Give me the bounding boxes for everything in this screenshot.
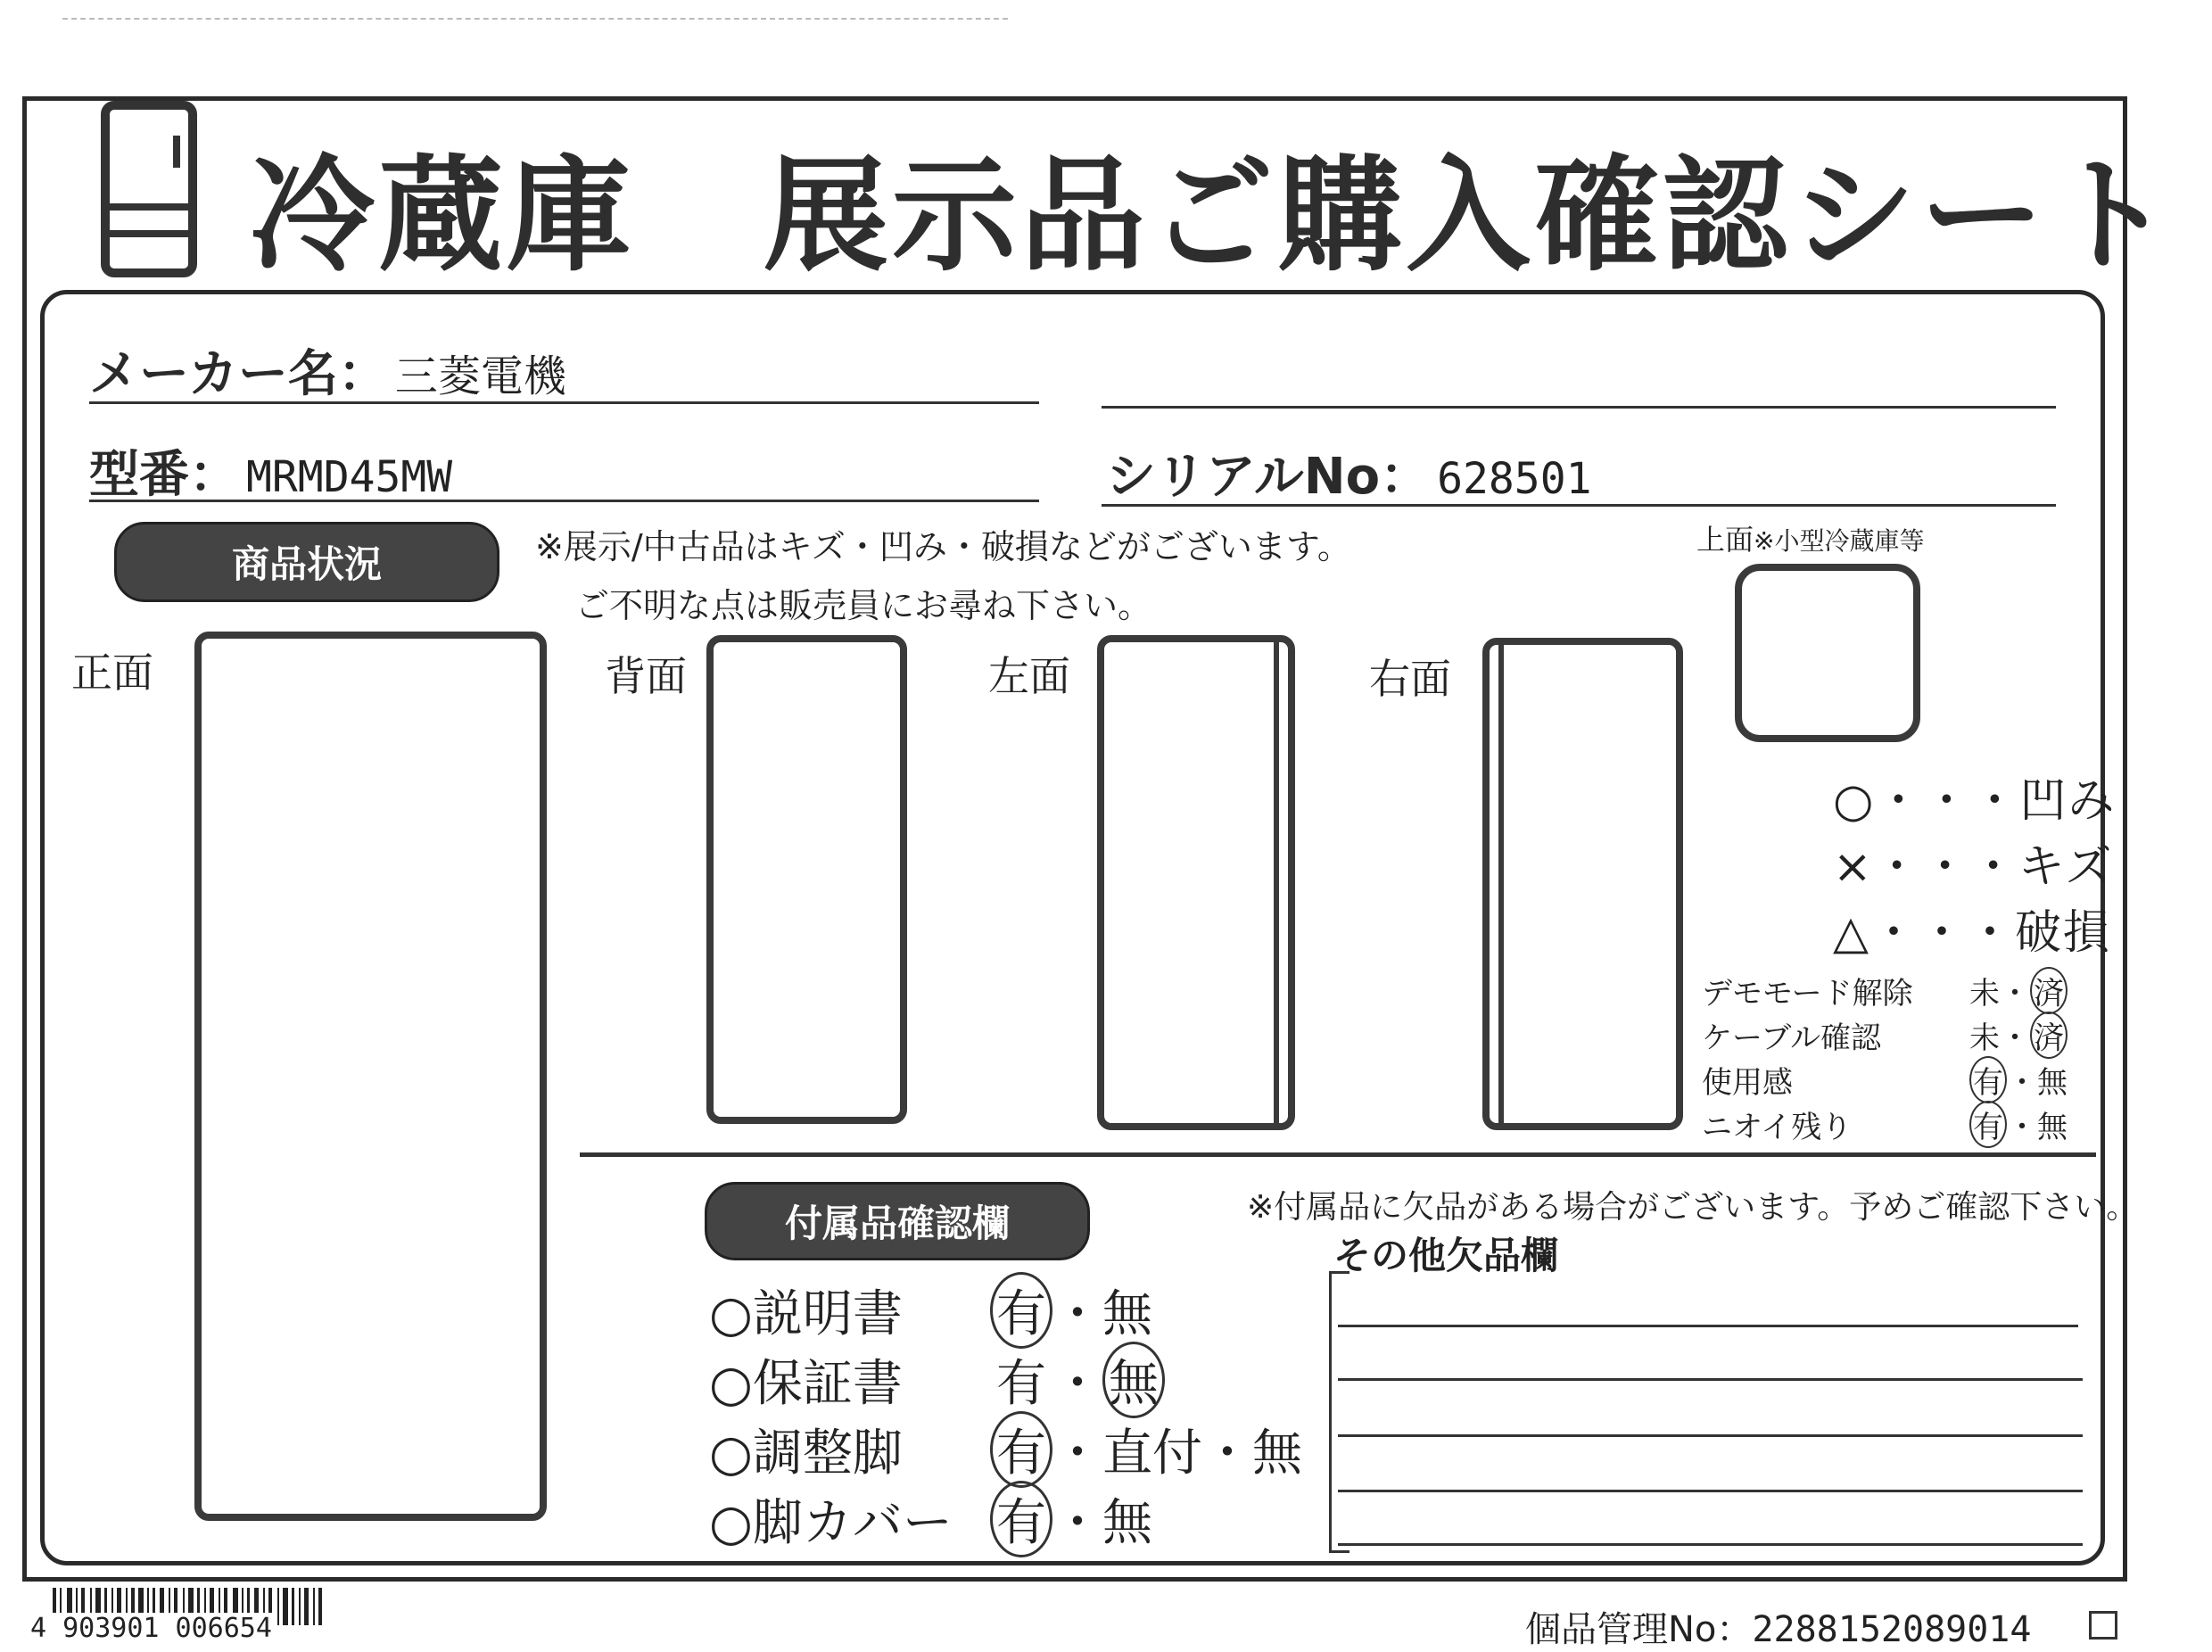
fridge-icon <box>100 100 198 278</box>
check-selected-cable[interactable]: 済 <box>2030 1012 2068 1059</box>
management-value: 2288152089014 <box>1752 1609 2032 1650</box>
condition-note-1: ※展示/中古品はキズ・凹み・破損などがございます。 <box>535 527 1351 566</box>
other-missing-line-2[interactable] <box>1338 1378 2083 1381</box>
maker-row <box>89 335 566 406</box>
top-label-row <box>1696 517 1924 558</box>
maker-label: メーカー名： <box>89 345 388 403</box>
check-row-cable: ケーブル確認 未 ・ 済 <box>1702 1012 2085 1057</box>
accessory-row-feet-cover: ○脚カバー 有 ・ 無 <box>709 1484 1302 1554</box>
model-value: MRMD45MW <box>246 452 453 502</box>
serial-underline <box>1102 504 2056 507</box>
other-missing-line-5[interactable] <box>1338 1543 2083 1546</box>
top-label: 上面 <box>1696 523 1754 557</box>
check-selected-demo[interactable]: 済 <box>2030 967 2068 1014</box>
front-label: 正面 <box>71 648 153 697</box>
top-note: ※小型冷蔵庫等 <box>1754 526 1925 556</box>
accessory-row-feet: ○調整脚 有 ・ 直付 ・ 無 <box>709 1415 1302 1484</box>
back-label: 背面 <box>605 652 687 700</box>
scan-artifact-line <box>62 18 1008 20</box>
section-divider <box>580 1152 2096 1157</box>
maker-underline <box>89 401 1039 404</box>
serial-value: 628501 <box>1437 454 1592 504</box>
other-missing-header: その他欠品欄 <box>1333 1234 1559 1277</box>
accessory-row-warranty: ○保証書 有 ・ 無 <box>709 1345 1302 1415</box>
legend-item-dent: ○・・・凹み <box>1833 774 2117 828</box>
model-underline <box>89 500 1039 502</box>
right-diagram-box[interactable] <box>1482 638 1683 1130</box>
barcode-number: 4 903901 006654 <box>27 1613 276 1644</box>
legend-item-scratch: ×・・・キズ <box>1833 840 2114 894</box>
accessory-selected-feet-cover[interactable]: 有 <box>990 1481 1052 1557</box>
accessory-selected-manual[interactable]: 有 <box>990 1272 1052 1349</box>
check-row-usage: 使用感 有 ・ 無 <box>1702 1057 2085 1102</box>
check-selected-odor[interactable]: 有 <box>1969 1101 2007 1148</box>
model-row <box>89 435 452 507</box>
maker-value: 三菱電機 <box>394 351 566 401</box>
other-missing-line-4[interactable] <box>1338 1490 2083 1492</box>
other-missing-line-3[interactable] <box>1338 1434 2083 1437</box>
serial-row <box>1106 437 1592 508</box>
back-diagram-box[interactable] <box>706 635 907 1124</box>
legend <box>1833 763 2116 961</box>
left-diagram-box[interactable] <box>1097 635 1295 1130</box>
model-label: 型番： <box>89 446 239 504</box>
accessory-selected-feet[interactable]: 有 <box>990 1411 1052 1488</box>
check-selected-usage[interactable]: 有 <box>1969 1056 2007 1103</box>
other-missing-bracket <box>1329 1271 1349 1553</box>
top-diagram-box[interactable] <box>1735 564 1920 742</box>
front-diagram-box[interactable] <box>194 632 547 1521</box>
accessories-note: ※付属品に欠品がある場合がございます。予めご確認下さい。 <box>1247 1189 2139 1226</box>
serial-label: シリアルNo： <box>1106 448 1431 506</box>
accessories-header: 付属品確認欄 <box>705 1182 1090 1260</box>
legend-item-damage: △・・・破損 <box>1833 906 2112 960</box>
accessory-selected-warranty[interactable]: 無 <box>1102 1342 1165 1418</box>
condition-header: 商品状況 <box>114 522 499 602</box>
management-row <box>1525 1601 2031 1652</box>
left-label: 左面 <box>988 652 1070 700</box>
right-label: 右面 <box>1369 655 1451 703</box>
condition-note-2: ご不明な点は販売員にお尋ね下さい。 <box>575 586 1152 625</box>
check-row-odor: ニオイ残り 有 ・ 無 <box>1702 1102 2085 1146</box>
management-checkbox[interactable] <box>2089 1611 2117 1640</box>
other-missing-line-1[interactable] <box>1338 1325 2078 1327</box>
management-label: 個品管理No： <box>1525 1609 1753 1650</box>
checks-list <box>1702 968 2085 1146</box>
accessory-row-manual: ○説明書 有 ・ 無 <box>709 1276 1302 1345</box>
page-title: 冷蔵庫 展示品ご購入確認シート <box>250 144 2177 289</box>
blank-underline <box>1102 406 2056 409</box>
check-row-demo-mode: デモモード解除 未 ・ 済 <box>1702 968 2085 1012</box>
accessories-list <box>709 1276 1302 1554</box>
